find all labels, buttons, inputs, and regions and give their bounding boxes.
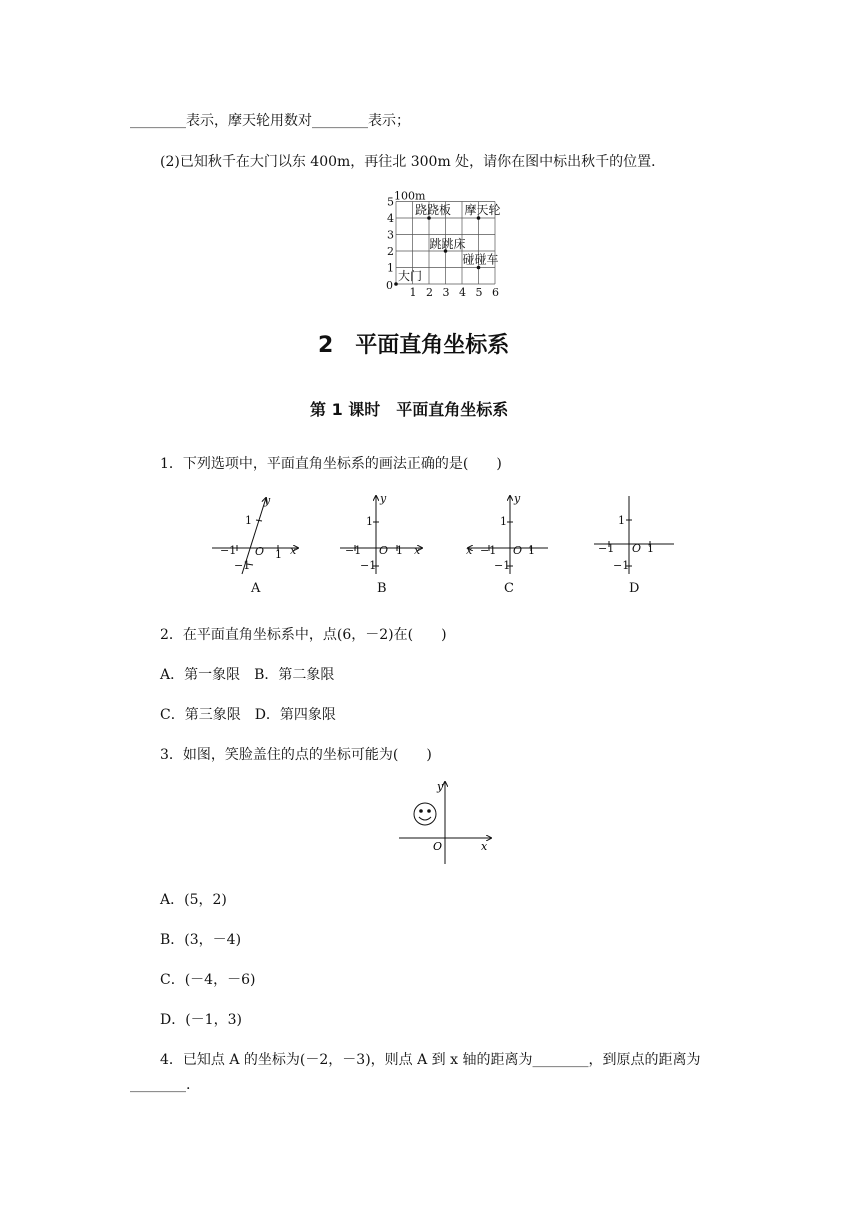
section-heading: 2 平面直角坐标系 — [318, 333, 510, 358]
option-b-tick-pos-y: 1 — [366, 515, 373, 528]
grid-x-tick-label: 2 — [426, 286, 433, 299]
question-4-line-2: ________. — [130, 1077, 191, 1093]
park-grid-map — [380, 184, 510, 299]
place-label: 跷跷板 — [415, 203, 452, 217]
option-a-diagram — [212, 498, 298, 574]
origin-label: O — [433, 840, 443, 853]
place-label: 跳跳床 — [429, 237, 466, 251]
option-c-tick-pos-x: 1 — [528, 544, 535, 557]
grid-y-tick-label: 2 — [387, 245, 394, 258]
grid-y-tick-label: 3 — [387, 228, 394, 242]
option-d-origin: O — [632, 542, 642, 555]
x-axis-label: x — [481, 840, 488, 853]
option-a-label: A — [251, 581, 261, 596]
option-b-tick-pos-x: 1 — [396, 544, 403, 557]
option-a-y-label: y — [264, 494, 271, 507]
option-b-y-label: y — [380, 492, 387, 505]
option-a-tick-neg-y: −1 — [234, 559, 251, 572]
grid-x-tick-label: 1 — [409, 286, 417, 299]
place-label: 大门 — [398, 269, 423, 283]
option-b-diagram — [340, 496, 422, 574]
option-a-x-label: x — [290, 544, 297, 557]
option-a-tick-pos-y: 1 — [245, 514, 252, 527]
grid-x-tick-label: 5 — [475, 286, 483, 299]
question-3-stem: 3．如图，笑脸盖住的点的坐标可能为( ) — [160, 747, 432, 763]
grid-origin-label: 0 — [386, 279, 393, 292]
option-b-label: B — [377, 581, 387, 596]
question-2-options-ab: A．第一象限 B．第二象限 — [160, 667, 335, 683]
option-c-origin: O — [513, 544, 523, 557]
option-a-origin: O — [255, 545, 265, 558]
option-c-tick-pos-y: 1 — [500, 515, 507, 528]
option-b-origin: O — [379, 544, 389, 557]
option-d-tick-neg-x: −1 — [598, 542, 615, 555]
question-3-option-d: D．(－1，3) — [160, 1012, 242, 1028]
question-3-option-c: C．(－4，－6) — [160, 972, 256, 988]
question-4-line-1: 4．已知点 A 的坐标为(－2，－3)，则点 A 到 x 轴的距离为________，到原点的距离为 — [160, 1052, 701, 1068]
question-3-figure — [395, 778, 495, 868]
question-1-options-figure — [200, 488, 690, 598]
grid-y-tick-label: 5 — [387, 195, 394, 209]
option-d-tick-neg-y: −1 — [613, 559, 630, 572]
option-b-tick-neg-y: −1 — [360, 559, 377, 572]
option-a-tick-pos-x: 1 — [275, 548, 282, 561]
smiley-face-icon — [414, 803, 436, 825]
option-d-diagram — [594, 496, 674, 574]
option-c-x-label: x — [466, 544, 473, 557]
answer-line-1: ________表示，摩天轮用数对________表示； — [130, 113, 410, 129]
question-1-stem: 1．下列选项中，平面直角坐标系的画法正确的是( ) — [160, 456, 502, 472]
place-label: 摩天轮 — [464, 203, 501, 217]
option-c-tick-neg-x: −1 — [480, 544, 497, 557]
option-a-tick-neg-x: −1 — [220, 544, 237, 557]
option-c-y-label: y — [514, 492, 521, 505]
grid-x-tick-label: 6 — [492, 286, 499, 299]
option-c-label: C — [504, 581, 514, 596]
option-d-label: D — [629, 581, 640, 596]
question-2-options-cd: C．第三象限 D．第四象限 — [160, 707, 336, 723]
grid-unit-label: 100m — [394, 189, 426, 203]
y-axis-label: y — [437, 780, 444, 793]
option-b-x-label: x — [414, 544, 421, 557]
grid-x-tick-label: 4 — [459, 286, 466, 299]
question-3-option-b: B．(3，－4) — [160, 932, 242, 948]
option-b-tick-neg-x: −1 — [345, 544, 362, 557]
place-label: 碰碰车 — [462, 252, 499, 267]
grid-x-tick-label: 3 — [442, 286, 450, 299]
option-d-tick-pos-y: 1 — [618, 514, 625, 527]
grid-y-tick-label: 4 — [387, 212, 394, 225]
lesson-heading: 第 1 课时 平面直角坐标系 — [310, 400, 509, 419]
question-2-stem: 2．在平面直角坐标系中，点(6，－2)在( ) — [160, 627, 447, 643]
option-c-tick-neg-y: −1 — [494, 559, 511, 572]
question-3-option-a: A．(5，2) — [160, 892, 227, 908]
grid-y-tick-label: 1 — [387, 261, 394, 275]
question-2-part-2: (2)已知秋千在大门以东 400m，再往北 300m 处，请你在图中标出秋千的位置． — [160, 154, 666, 170]
option-d-tick-pos-x: 1 — [647, 542, 654, 555]
